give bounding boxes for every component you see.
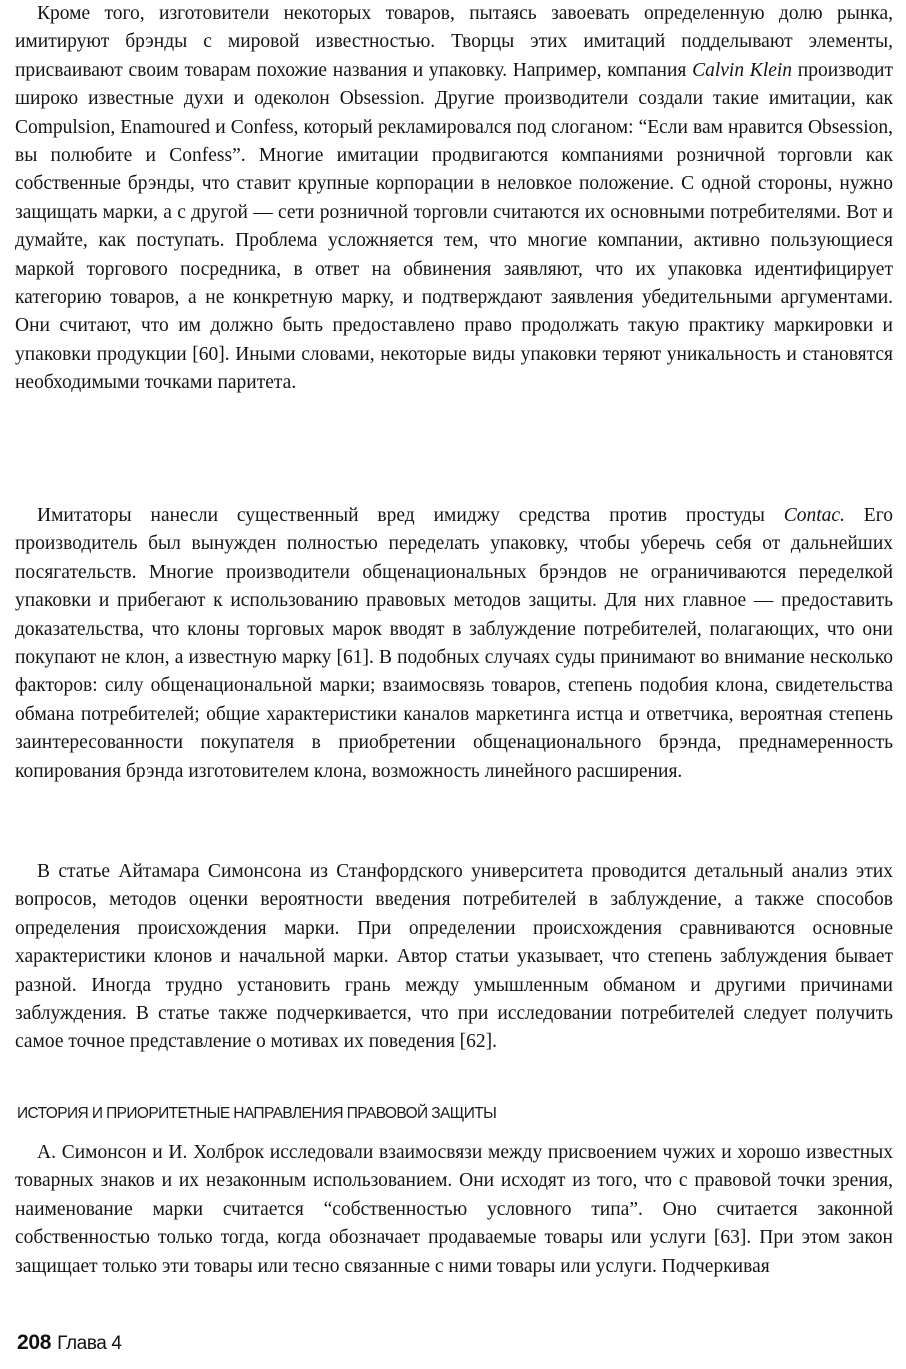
body-text-block-1 <box>15 0 893 398</box>
body-text-block-3 <box>15 858 893 1057</box>
section-heading: ИСТОРИЯ И ПРИОРИТЕТНЫЕ НАПРАВЛЕНИЯ ПРАВОВОЙ ЗАЩИТЫ <box>17 1105 497 1122</box>
brand-name-contac: Contac. <box>783 505 845 526</box>
paragraph-1 <box>15 0 893 398</box>
paragraph-2-text-a: Имитаторы нанесли существенный вред имиджу средства против простуды <box>37 505 784 526</box>
body-text-block-2 <box>15 502 893 786</box>
brand-name-calvin-klein: Calvin Klein <box>692 59 793 81</box>
chapter-label: Глава 4 <box>57 1333 122 1354</box>
paragraph-4: А. Симонсон и И. Холброк исследовали взаимосвязи между присвоением чужих и хорошо известных товарных знаков и их незаконным использованием. Они исходят из того, что с правовой точки зрения, наименование марки считается “собственностью условного типа”. Оно считается законной собственностью только тогда, когда обозначает продаваемые товары или услуги [63]. При этом закон защищает только эти товары или тесно связанные с ними товары или услуги. Подчеркивая <box>15 1142 893 1277</box>
paragraph-2-text-b: Его производитель был вынужден полностью переделать упаковку, чтобы уберечь себя от дальнейших посягательств. Многие производители общенациональных брэндов не ограничиваются переделкой упаковки и прибегают к использованию правовых методов защиты. Для них главное — предоставить доказательства, что клоны торговых марок вводят в заблуждение потребителей, полагающих, что они покупают не клон, а известную марку [61]. В подобных случаях суды принимают во внимание несколько факторов: силу общенациональной марки; взаимосвязь товаров, степень подобия клона, свидетельства обмана потребителей; общие характеристики каналов маркетинга истца и ответчика, вероятная степень заинтересованности покупателя в приобретении общенационального брэнда, преднамеренность копирования брэнда изготовителем клона, возможность линейного расширения. <box>15 505 893 782</box>
page-number: 208 <box>17 1331 52 1354</box>
book-page <box>15 0 893 1369</box>
body-text-block-4 <box>15 1139 893 1281</box>
paragraph-1-text-a: Кроме того, изготовители некоторых товаров, пытаясь завоевать определенную долю рынка, имитируют брэнды с мировой известностью. Творцы этих имитаций подделывают элементы, присваивают своим товарам похожие названия и упаковку. Например, компания <box>15 3 893 81</box>
paragraph-3: В статье Айтамара Симонсона из Станфордского университета проводится детальный анализ этих вопросов, методов оценки вероятности введения потребителей в заблуждение, а также способов определения происхождения марки. При определении происхождения сравниваются основные характеристики клонов и начальной марки. Автор статьи указывает, что степень заблуждения бывает разной. Иногда трудно установить грань между умышленным обманом и другими причинами заблуждения. В статье также подчеркивается, что при исследовании потребителей следует получить самое точное представление о мотивах их поведения [62]. <box>15 861 893 1053</box>
page-footer <box>17 1331 122 1355</box>
paragraph-1-text-b: производит широко известные духи и одеколон Obsession. Другие производители создали такие имитации, как Compulsion, Enamoured и Confess, который рекламировался под слоганом: “Если вам нравится Obsession, вы полюбите и Confess”. Многие имитации продвигаются компаниями розничной торговли как собственные брэнды, что ставит крупные корпорации в неловкое положение. С одной стороны, нужно защищать марки, а с другой — сети розничной торговли считаются их основными потребителями. Вот и думайте, как поступать. Проблема усложняется тем, что многие компании, активно пользующиеся маркой торгового посредника, в ответ на обвинения заявляют, что их упаковка идентифицирует категорию товаров, а не конкретную марку, и подтверждают заявления убедительными аргументами. Они считают, что им должно быть предоставлено право продолжать такую практику маркировки и упаковки продукции [60]. Иными словами, некоторые виды упаковки теряют уникальность и становятся необходимыми точками паритета. <box>15 59 893 394</box>
paragraph-2 <box>15 502 893 786</box>
